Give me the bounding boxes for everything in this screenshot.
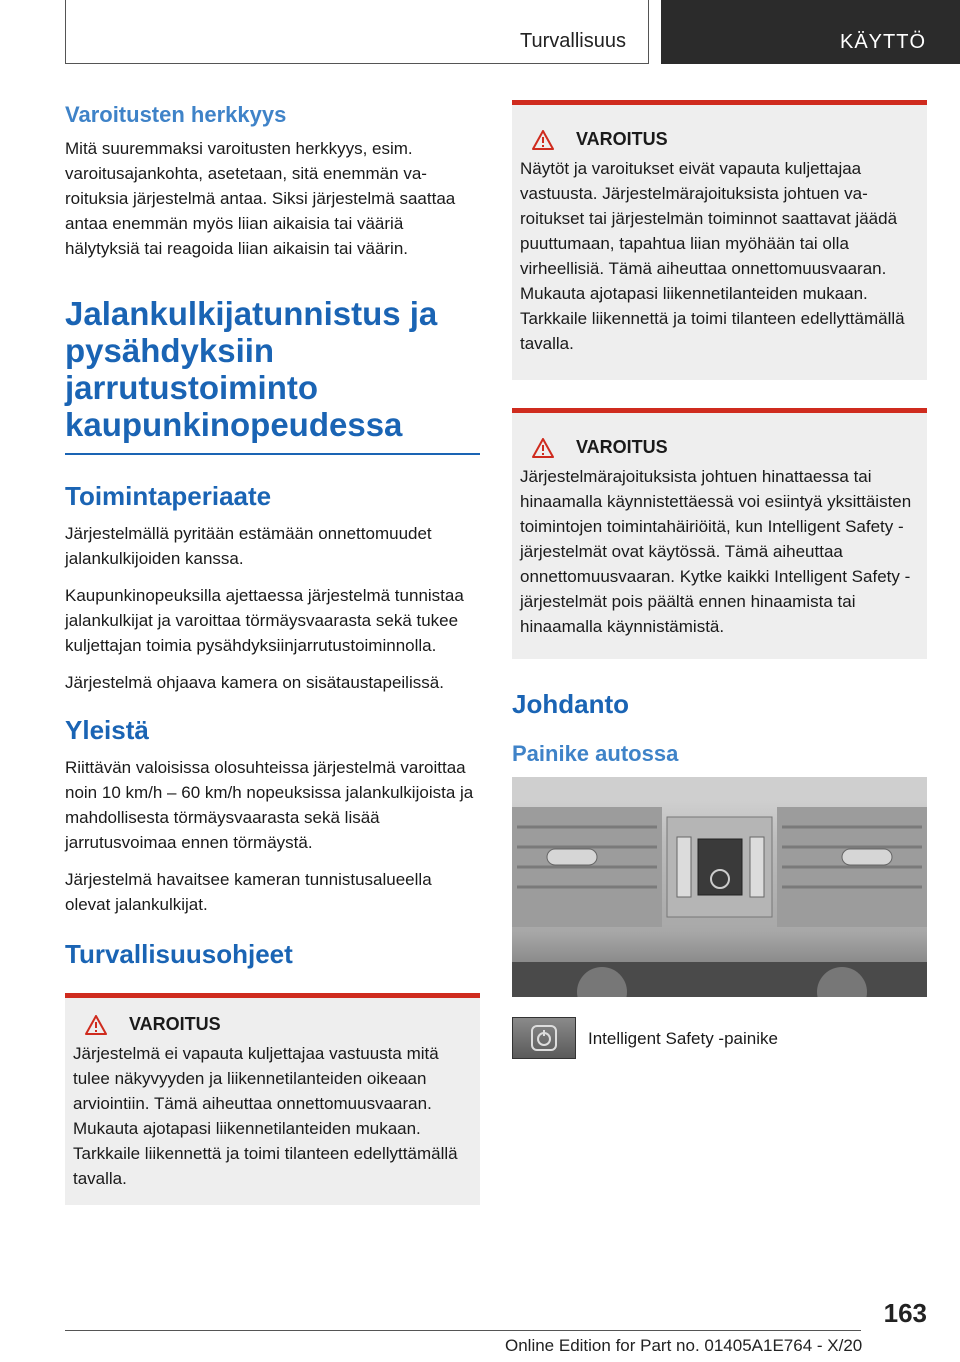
header-chapter-tab: KÄYTTÖ	[661, 0, 960, 64]
heading-main-section: Jalankulkijatunnistus ja pysähdyksiin jarrutustoiminto kaupunkinopeudessa	[65, 295, 480, 455]
warning-box-1-text: Järjestelmä ei vapauta kuljettajaa vastuusta mitä tulee näkyvyyden ja liikennetilanteiden oikeaan arviointiin. Tämä aiheuttaa onnettomuusvaaran. Mukauta ajotapasi liikennetilanteiden mukaan. Tarkkaile liikennettä ja toimi tilanteen edellyttämällä tavalla.	[73, 1044, 458, 1188]
paragraph-principle-2: Kaupunkinopeuksilla ajettaessa järjestelmä tunnistaa jalankulkijat ja varoittaa törmäysvaarasta sekä tukee kuljettajan toimia pysähdyksiinjarrutustoiminnolla.	[65, 586, 464, 655]
warning-triangle-icon	[532, 438, 554, 458]
paragraph-general-2: Järjestelmä havaitsee kameran tunnistusalueella olevat jalankulkijat.	[65, 870, 432, 914]
left-column	[65, 100, 480, 1233]
warning-box-1-label: VAROITUS	[129, 1014, 221, 1034]
paragraph-principle-1: Järjestelmällä pyritään estämään onnettomuudet jalankulkijoiden kanssa.	[65, 524, 432, 568]
paragraph-sensitivity: Mitä suuremmaksi varoitusten herkkyys, esim. varoitusajankohta, asetetaan, sitä enemmän varoituksia järjestelmä antaa. Siksi järjestelmä saattaa antaa enemmän myös liian aikaisia tai vääriä hälytyksiä tai reagoida liian aikaisin tai väärin.	[65, 139, 456, 258]
header-section-title: Turvallisuus	[520, 30, 626, 52]
warning-box-3	[512, 408, 927, 659]
warning-box-1-title	[85, 1014, 472, 1035]
paragraph-principle-3: Järjestelmä ohjaava kamera on sisätaustapeilissä.	[65, 673, 444, 692]
car-console-photo	[512, 777, 927, 997]
intelligent-safety-icon	[512, 1017, 576, 1059]
heading-principle: Toimintaperiaate	[65, 481, 272, 511]
warning-box-2-title	[532, 129, 919, 150]
heading-safety: Turvallisuusohjeet	[65, 939, 293, 969]
footer-divider	[65, 1330, 861, 1331]
heading-general: Yleistä	[65, 715, 149, 745]
warning-triangle-icon	[85, 1015, 107, 1035]
warning-box-3-label: VAROITUS	[576, 437, 668, 457]
warning-box-2-label: VAROITUS	[576, 129, 668, 149]
warning-box-1	[65, 993, 480, 1205]
console-illustration	[512, 777, 927, 997]
heading-intro: Johdanto	[512, 689, 629, 719]
caption-text: Intelligent Safety -painike	[588, 1028, 778, 1048]
warning-box-2-text: Näytöt ja varoitukset eivät vapauta kuljettajaa vastuusta. Järjestelmärajoituksista johtuen varoitukset tai järjestelmän toiminnot saattavat jäädä puuttumaan, tapahtua liian myöhään tai olla virheellisiä. Tämä aiheuttaa onnettomuusvaaran. Mukauta ajotapasi liikennetilanteiden mukaan. Tarkkaile liikennettä ja toimi tilanteen edellyttämällä tavalla.	[520, 159, 905, 353]
warning-box-2	[512, 100, 927, 380]
heading-button-in-car: Painike autossa	[512, 741, 679, 766]
paragraph-general-1: Riittävän valoisissa olosuhteissa järjestelmä varoittaa noin 10 km/h – 60 km/h nopeuksissa jalankulkijoista ja mahdollisesta törmäysvaarasta sekä lisää jarrutusvoimaa ennen törmäystä.	[65, 758, 474, 852]
warning-box-3-title	[532, 437, 919, 458]
page-number: 163	[883, 1298, 927, 1328]
footer-edition: Online Edition for Part no. 01405A1E764 - X/20	[505, 1336, 863, 1355]
caption-row	[512, 1017, 927, 1059]
warning-box-3-text: Järjestelmärajoituksista johtuen hinattaessa tai hinaamalla käynnistettäessä voi esiintyä yksittäisten toimintojen toimintahäiriöitä, kun Intelligent Safety -järjestelmät ovat käytössä. Tämä aiheuttaa onnettomuusvaaran. Kytke kaikki Intelligent Safety -järjestelmät pois päältä ennen hinaamista tai hinaamalla käynnistämistä.	[520, 467, 912, 636]
right-column	[512, 100, 927, 1059]
warning-triangle-icon	[532, 130, 554, 150]
heading-warning-sensitivity: Varoitusten herkkyys	[65, 102, 287, 127]
